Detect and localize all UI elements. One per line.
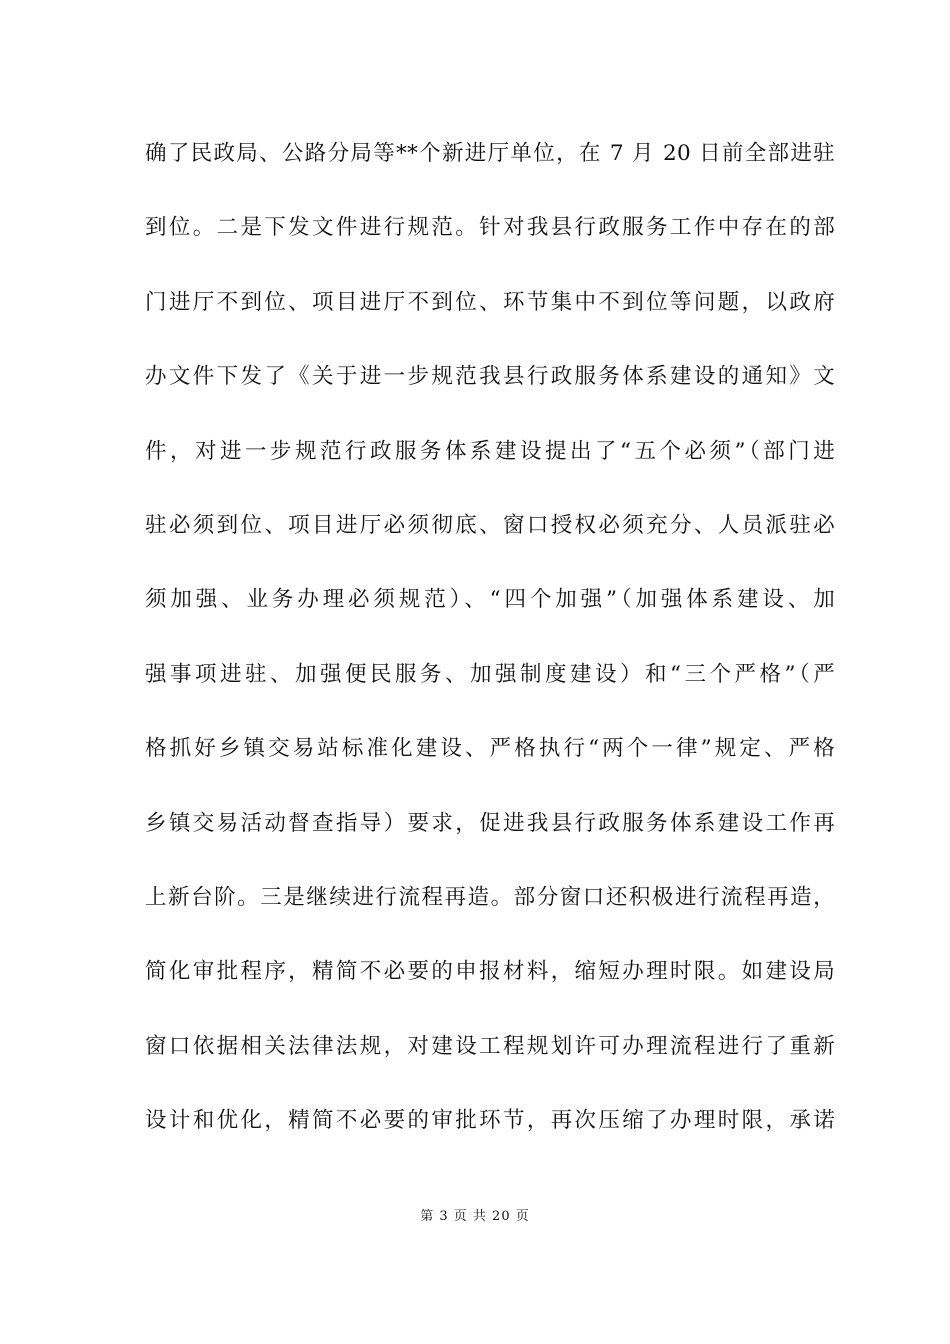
text-line-14: 设计和优化，精简不必要的审批环节，再次压缩了办理时限，承诺	[145, 1108, 835, 1134]
document-body	[145, 134, 835, 1175]
text-line-12: 简化审批程序，精简不必要的申报材料，缩短办理时限。如建设局	[145, 959, 835, 985]
text-line-7: 须加强、业务办理必须规范）、“四个加强”（加强体系建设、加	[145, 587, 835, 613]
page-footer	[0, 1207, 950, 1227]
text-line-4: 办文件下发了《关于进一步规范我县行政服务体系建设的通知》文	[145, 364, 835, 390]
text-line-5: 件，对进一步规范行政服务体系建设提出了“五个必须”（部门进	[145, 438, 835, 464]
text-line-13: 窗口依据相关法律法规，对建设工程规划许可办理流程进行了重新	[145, 1033, 835, 1059]
text-line-1: 确了民政局、公路分局等**个新进厅单位，在 7 月 20 日前全部进驻	[145, 141, 835, 166]
text-line-11: 上新台阶。三是继续进行流程再造。部分窗口还积极进行流程再造，	[145, 884, 835, 910]
text-line-9: 格抓好乡镇交易站标准化建设、严格执行“两个一律”规定、严格	[145, 736, 835, 762]
text-line-6: 驻必须到位、项目进厅必须彻底、窗口授权必须充分、人员派驻必	[145, 512, 835, 538]
text-line-10: 乡镇交易活动督查指导）要求，促进我县行政服务体系建设工作再	[145, 810, 835, 836]
page-number-label: 第 3 页 共 20 页	[420, 1209, 530, 1224]
text-line-8: 强事项进驻、加强便民服务、加强制度建设）和“三个严格”（严	[145, 661, 835, 687]
text-line-3: 门进厅不到位、项目进厅不到位、环节集中不到位等问题，以政府	[145, 289, 835, 315]
text-line-2: 到位。二是下发文件进行规范。针对我县行政服务工作中存在的部	[145, 215, 835, 241]
